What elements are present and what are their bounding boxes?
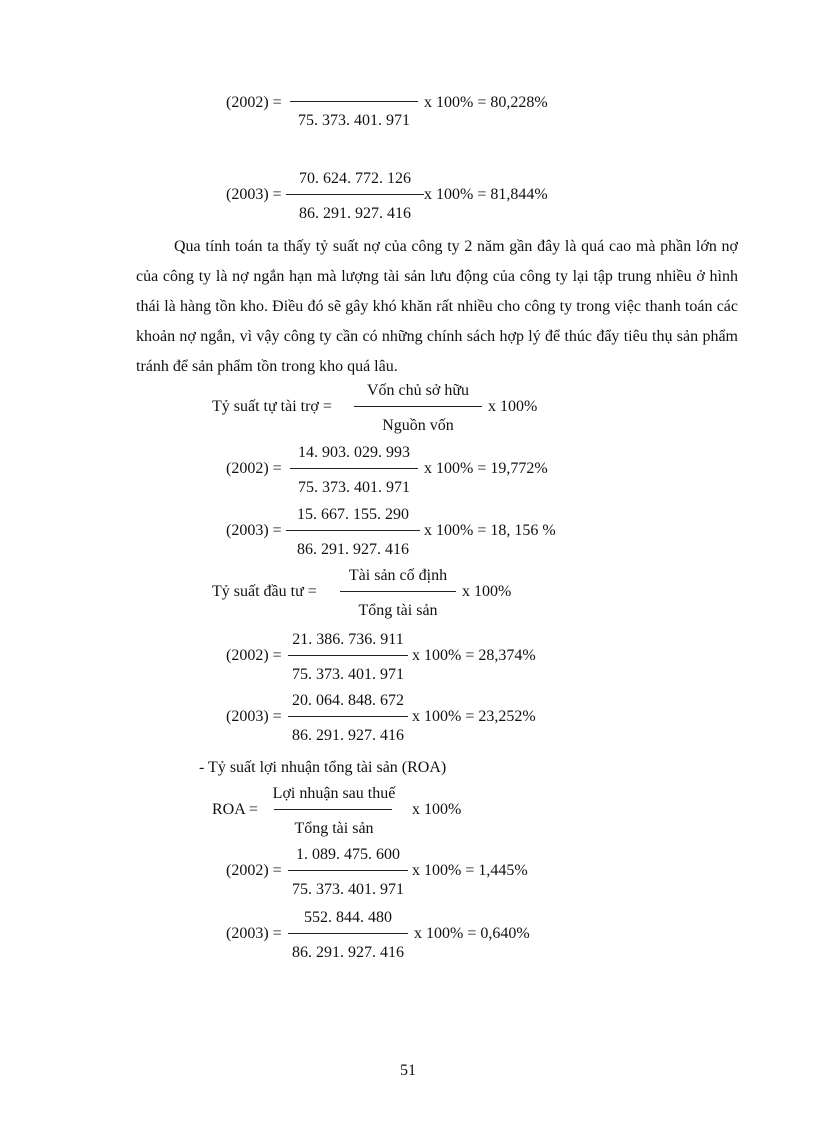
- formula-result: x 100% = 23,252%: [412, 708, 536, 725]
- fraction-bar: [340, 591, 456, 592]
- formula-denominator: 86. 291. 927. 416: [297, 541, 409, 558]
- formula-denominator: 86. 291. 927. 416: [299, 205, 411, 222]
- formula-label: (2003) =: [226, 522, 282, 539]
- formula-label: Tỷ suất tự tài trợ =: [212, 398, 332, 415]
- formula-numerator: Vốn chủ sở hữu: [366, 382, 469, 399]
- formula-label: (2002) =: [226, 862, 282, 879]
- formula-numerator: Lợi nhuận sau thuế: [272, 785, 396, 802]
- formula-denominator: 75. 373. 401. 971: [292, 881, 404, 898]
- formula-numerator: 21. 386. 736. 911: [292, 631, 404, 648]
- formula-label: (2003) =: [226, 708, 282, 725]
- formula-numerator: 15. 667. 155. 290: [297, 506, 409, 523]
- formula-denominator: 75. 373. 401. 971: [298, 479, 410, 496]
- formula-result: x 100% = 1,445%: [412, 862, 528, 879]
- formula-numerator: 20. 064. 848. 672: [292, 692, 404, 709]
- formula-numerator: 70. 624. 772. 126: [299, 170, 411, 187]
- formula-label: (2003) =: [226, 925, 282, 942]
- fraction-bar: [286, 194, 424, 195]
- formula-result: x 100% = 80,228%: [424, 94, 548, 111]
- formula-numerator: 1. 089. 475. 600: [296, 846, 400, 863]
- formula-result: x 100%: [488, 398, 538, 415]
- formula-denominator: Nguồn vốn: [382, 417, 454, 434]
- formula-result: x 100% = 19,772%: [424, 460, 548, 477]
- fraction-bar: [290, 468, 418, 469]
- formula-result: x 100%: [412, 801, 462, 818]
- formula-denominator: Tổng tài sản: [294, 820, 374, 837]
- fraction-bar: [286, 530, 420, 531]
- formula-result: x 100%: [462, 583, 512, 600]
- formula-denominator: Tổng tài sản: [358, 602, 438, 619]
- formula-denominator: 86. 291. 927. 416: [292, 727, 404, 744]
- formula-label: ROA =: [212, 801, 258, 818]
- roa-heading: - Tỷ suất lợi nhuận tổng tài sản (ROA): [199, 759, 447, 776]
- fraction-bar: [288, 933, 408, 934]
- fraction-bar: [290, 101, 418, 102]
- fraction-bar: [288, 716, 408, 717]
- formula-denominator: 75. 373. 401. 971: [292, 666, 404, 683]
- formula-numerator: Tài sản cố định: [348, 567, 448, 584]
- formula-label: (2003) =: [226, 186, 282, 203]
- page-number: 51: [400, 1062, 416, 1079]
- formula-result: x 100% = 28,374%: [412, 647, 536, 664]
- formula-numerator: 14. 903. 029. 993: [298, 444, 410, 461]
- fraction-bar: [354, 406, 482, 407]
- formula-label: (2002) =: [226, 460, 282, 477]
- formula-denominator: 75. 373. 401. 971: [298, 112, 410, 129]
- fraction-bar: [274, 809, 392, 810]
- formula-label: (2002) =: [226, 94, 282, 111]
- formula-result: x 100% = 18, 156 %: [424, 522, 556, 539]
- formula-label: (2002) =: [226, 647, 282, 664]
- formula-label: Tỷ suất đầu tư =: [212, 583, 317, 600]
- formula-denominator: 86. 291. 927. 416: [292, 944, 404, 961]
- formula-result: x 100% = 0,640%: [414, 925, 530, 942]
- formula-numerator: 552. 844. 480: [304, 909, 392, 926]
- fraction-bar: [288, 870, 408, 871]
- fraction-bar: [288, 655, 408, 656]
- formula-result: x 100% = 81,844%: [424, 186, 548, 203]
- analysis-paragraph: Qua tính toán ta thấy tỷ suất nợ của công ty 2 năm gần đây là quá cao mà phần lớn nợ của công ty là nợ ngắn hạn mà lượng tài sản lưu động của công ty lại tập trung nhiều ở hình thái là hàng tồn kho. Điều đó sẽ gây khó khăn rất nhiều cho công ty trong việc thanh toán các khoản nợ ngắn, vì vậy công ty cần có những chính sách hợp lý để thúc đẩy tiêu thụ sản phẩm tránh để sản phẩm tồn trong kho quá lâu.: [136, 238, 738, 375]
